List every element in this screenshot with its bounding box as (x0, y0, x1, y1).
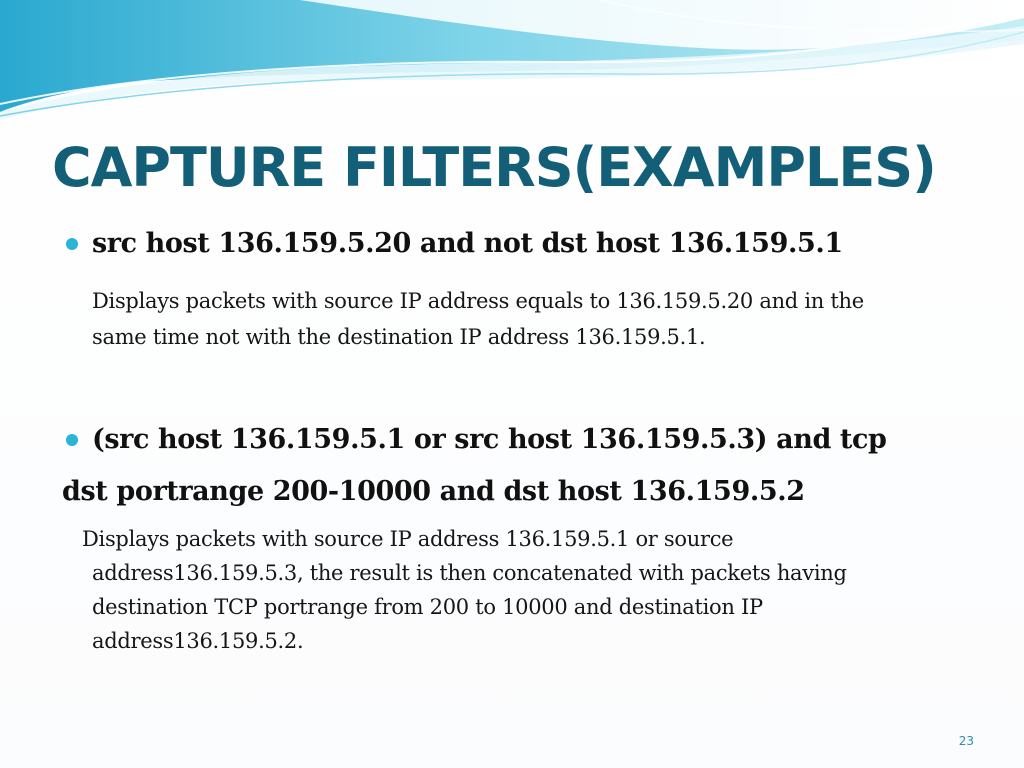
filter-example-2-command-line-2: dst portrange 200-10000 and dst host 136.159.5.2 (62, 476, 805, 507)
filter-example-1-command: src host 136.159.5.20 and not dst host 136.159.5.1 (92, 228, 843, 259)
filter-example-2-description-line-3: destination TCP portrange from 200 to 10000 and destination IP (92, 595, 763, 619)
filter-example-2-description-line-2: address136.159.5.3, the result is then concatenated with packets having (92, 561, 847, 585)
filter-example-1-description-line-2: same time not with the destination IP address 136.159.5.1. (92, 325, 706, 349)
filter-example-2-description-line-1: Displays packets with source IP address 136.159.5.1 or source (82, 527, 734, 551)
slide-title: CAPTURE FILTERS(EXAMPLES) (52, 136, 936, 199)
wave-header-graphic (0, 0, 1024, 130)
filter-example-1-description-line-1: Displays packets with source IP address equals to 136.159.5.20 and in the (92, 289, 864, 313)
bullet-icon (66, 434, 78, 446)
bullet-icon (66, 238, 78, 250)
page-number: 23 (958, 734, 974, 748)
filter-example-2-description-line-4: address136.159.5.2. (92, 629, 304, 653)
filter-example-2-command-line-1: (src host 136.159.5.1 or src host 136.159.5.3) and tcp (92, 424, 887, 455)
